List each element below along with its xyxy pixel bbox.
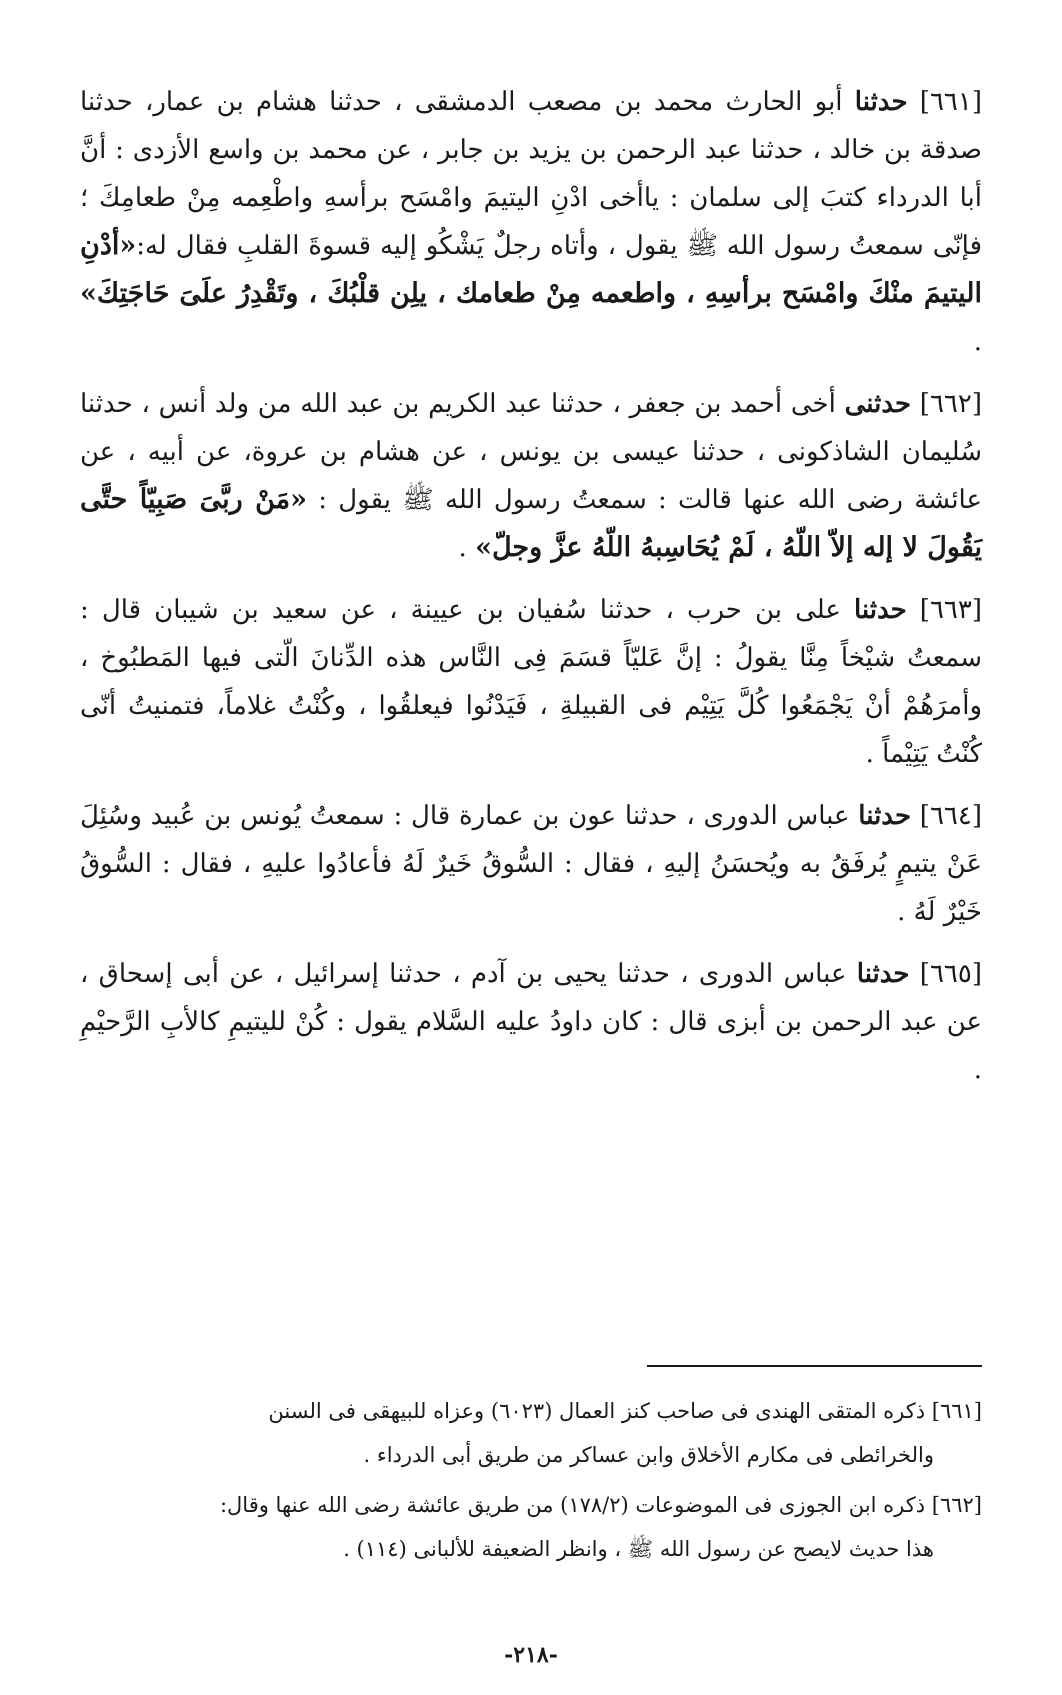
hadith-number: [٦٦١] [919,87,983,117]
hadith-number: [٦٦٤] [919,801,982,831]
hadith-text: أخى أحمد بن جعفر ، حدثنا عبد الكريم بن عبد الله من ولد أنس ، حدثنا سُليمان الشاذكونى ، حدثنا عيسى بن يونس ، عن هشام بن عروة، عن أبيه ، عن عائشة رضى الله عنها قالت : سمعتُ رسول الله ﷺ يقول : [80,389,982,515]
hadith-text: على بن حرب ، حدثنا سُفيان بن عيينة ، عن سعيد بن شيبان قال : سمعتُ شيْخاً مِنَّا يقولُ : إنَّ عَليّاً قسَمَ فِى النَّاس هذه الدِّنانَ الّتى فيها المَطبُوخ ، وأمرَهُمْ أنْ يَجْمَعُوا كُلَّ يَتِيْم فى القبيلةِ ، فَيَدْنُوا فيعلقُوا ، وكُنْتُ غلاماً، فتمنيتُ أنّى كُنْتُ يَتِيْماً . [80,595,982,769]
page-number: -٢١٨- [504,1642,558,1668]
hadith-lead: حدثنى [844,389,912,419]
hadith-text: عباس الدورى ، حدثنا يحيى بن آدم ، حدثنا إسرائيل ، عن أبى إسحاق ، عن عبد الرحمن بن أبزى قال : كان داودُ عليه السَّلام يقول : كُنْ لليتيمِ كالأبِ الرَّحيْمِ . [80,959,982,1085]
hadith-tail: . [458,533,476,563]
footnote-661 [80,1389,982,1477]
hadith-lead: حدثنا [853,595,907,625]
hadith-661 [80,78,982,366]
footnote-line: هذا حديث لايصح عن رسول الله ﷺ ، وانظر الضعيفة للألبانى (١١٤) . [343,1537,934,1561]
hadith-tail: . [973,327,982,357]
hadith-text: أبو الحارث محمد بن مصعب الدمشقى ، حدثنا هشام بن عمار، حدثنا صدقة بن خالد ، حدثنا عبد الرحمن بن يزيد بن جابر ، عن محمد بن واسع الأزدى : أنَّ أبا الدرداء كتبَ إلى سلمان : ياأخى ادْنِ اليتيمَ وامْسَح برأسهِ واطْعِمه مِنْ طعامِكَ ؛ فإنّى سمعتُ رسول الله ﷺ يقول ، وأتاه رجلٌ يَشْكُو إليه قسوةَ القلبِ فقال له: [80,87,982,261]
hadith-number: [٦٦٢] [919,389,983,419]
hadith-quote: «أدْنِ اليتيمَ منْكَ وامْسَح برأسِهِ ، واطعمه مِنْ طعامك ، يلِن قلْبُكَ ، وتَقْدِرُ علَىَ حَاجَتِكَ» [80,230,982,309]
footnote-number: [٦٦١] [931,1399,982,1423]
footnote-662 [80,1483,982,1571]
hadith-lead: حدثنا [858,801,912,831]
main-text [80,78,982,1094]
footnote-divider [647,1365,982,1367]
footnote-line: ذكره ابن الجوزى فى الموضوعات (١٧٨/٢) من طريق عائشة رضى الله عنها وقال: [219,1493,926,1517]
hadith-lead: حدثنا [854,87,908,117]
footnote-number: [٦٦٢] [931,1493,982,1517]
hadith-number: [٦٦٥] [919,959,983,989]
hadith-664 [80,792,982,936]
footnote-line: ذكره المتقى الهندى فى صاحب كنز العمال (٦٠٢٣) وعزاه للبيهقى فى السنن [268,1399,926,1423]
hadith-text: عباس الدورى ، حدثنا عون بن عمارة قال : سمعتُ يُونس بن عُبيد وسُئِلَ عَنْ يتيمٍ يُرفَقُ به ويُحسَنُ إليهِ ، فقال : السُّوقُ خَيرٌ لَهُ فأعادُوا عليهِ ، فقال : السُّوقُ خَيْرٌ لَهُ . [80,801,982,927]
footnote-line: والخرائطى فى مكارم الأخلاق وابن عساكر من طريق أبى الدرداء . [363,1443,934,1467]
footnotes [80,1365,982,1577]
hadith-lead: حدثنا [856,959,910,989]
hadith-number: [٦٦٣] [919,595,983,625]
hadith-665 [80,950,982,1094]
hadith-662 [80,380,982,572]
hadith-663 [80,586,982,778]
hadith-quote: «مَنْ ربَّىَ صَبِيّاً حتَّى يَقُولَ لا إله إلاّ اللّهُ ، لَمْ يُحَاسِبهُ اللّهُ عزَّ وجلّ» [80,484,982,563]
